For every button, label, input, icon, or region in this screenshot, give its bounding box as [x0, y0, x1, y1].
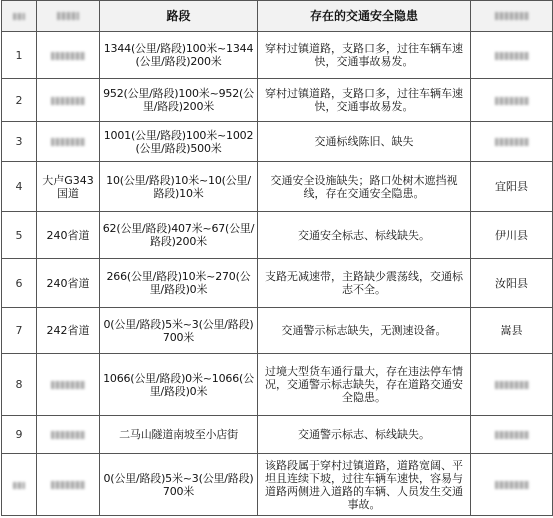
header-road-segment: 路段	[100, 1, 258, 32]
redacted-text	[495, 12, 529, 20]
row-issue: 交通安全设施缺失；路口处树木遮挡视线，存在交通安全隐患。	[258, 162, 471, 212]
row-road: 242省道	[37, 308, 100, 354]
header-row	[2, 1, 553, 32]
table-row	[2, 454, 553, 516]
row-segment: 0(公里/路段)5米~3(公里/路段)700米	[100, 308, 258, 354]
hazard-table	[1, 0, 553, 516]
row-no: 1	[2, 32, 37, 79]
redacted-text	[57, 12, 79, 20]
redacted-text	[51, 138, 85, 146]
row-segment: 952(公里/路段)100米~952(公里/路段)200米	[100, 79, 258, 122]
header-county	[471, 1, 553, 32]
redacted-text	[495, 431, 529, 439]
table-row	[2, 308, 553, 354]
row-segment: 1001(公里/路段)100米~1002(公里/路段)500米	[100, 122, 258, 162]
table-row	[2, 259, 553, 308]
redacted-text	[13, 13, 25, 20]
row-road: 240省道	[37, 212, 100, 259]
redacted-text	[13, 482, 25, 489]
row-county	[471, 416, 553, 454]
row-issue: 交通警示标志、标线缺失。	[258, 416, 471, 454]
header-road	[37, 1, 100, 32]
row-county	[471, 454, 553, 516]
row-issue: 交通安全标志、标线缺失。	[258, 212, 471, 259]
redacted-text	[51, 381, 85, 389]
table-row	[2, 79, 553, 122]
redacted-text	[495, 97, 529, 105]
table-row	[2, 162, 553, 212]
table-row	[2, 416, 553, 454]
row-county	[471, 354, 553, 416]
table-row	[2, 212, 553, 259]
row-no: 8	[2, 354, 37, 416]
row-issue: 穿村过镇道路，支路口多，过往车辆车速快，交通事故易发。	[258, 79, 471, 122]
redacted-text	[495, 481, 529, 489]
redacted-text	[51, 52, 85, 60]
row-no: 2	[2, 79, 37, 122]
row-no: 7	[2, 308, 37, 354]
row-segment: 二马山隧道南坡至小店街	[100, 416, 258, 454]
redacted-text	[51, 431, 85, 439]
table-row	[2, 354, 553, 416]
header-issue: 存在的交通安全隐患	[258, 1, 471, 32]
row-issue: 过境大型货车通行量大，存在违法停车情况，交通警示标志缺失，存在道路交通安全隐患。	[258, 354, 471, 416]
row-road	[37, 79, 100, 122]
row-road	[37, 354, 100, 416]
redacted-text	[495, 52, 529, 60]
row-no: 5	[2, 212, 37, 259]
row-issue: 穿村过镇道路，支路口多，过往车辆车速快，交通事故易发。	[258, 32, 471, 79]
row-road: 240省道	[37, 259, 100, 308]
row-issue: 该路段属于穿村过镇道路，道路宽阔、平坦且连续下坡，过往车辆车速快，容易与道路两侧进入道路的车辆、人员发生交通事故。	[258, 454, 471, 516]
row-issue: 交通警示标志缺失，无测速设备。	[258, 308, 471, 354]
row-county: 伊川县	[471, 212, 553, 259]
row-no: 3	[2, 122, 37, 162]
row-road	[37, 416, 100, 454]
redacted-text	[495, 381, 529, 389]
row-county	[471, 32, 553, 79]
row-segment: 1344(公里/路段)100米~1344(公里/路段)200米	[100, 32, 258, 79]
row-no: 6	[2, 259, 37, 308]
row-county	[471, 122, 553, 162]
header-no	[2, 1, 37, 32]
row-no: 4	[2, 162, 37, 212]
row-issue: 交通标线陈旧、缺失	[258, 122, 471, 162]
row-road: 大卢G343国道	[37, 162, 100, 212]
row-segment: 0(公里/路段)5米~3(公里/路段)700米	[100, 454, 258, 516]
row-no	[2, 454, 37, 516]
row-segment: 266(公里/路段)10米~270(公里/路段)0米	[100, 259, 258, 308]
row-no: 9	[2, 416, 37, 454]
redacted-text	[495, 138, 529, 146]
table-row	[2, 122, 553, 162]
row-segment: 10(公里/路段)10米~10(公里/路段)10米	[100, 162, 258, 212]
row-road	[37, 32, 100, 79]
redacted-text	[51, 97, 85, 105]
row-road	[37, 122, 100, 162]
table-row	[2, 32, 553, 79]
row-county: 宜阳县	[471, 162, 553, 212]
redacted-text	[51, 481, 85, 489]
row-road	[37, 454, 100, 516]
row-county	[471, 79, 553, 122]
row-segment: 1066(公里/路段)0米~1066(公里/路段)0米	[100, 354, 258, 416]
row-segment: 62(公里/路段)407米~67(公里/路段)200米	[100, 212, 258, 259]
row-county: 嵩县	[471, 308, 553, 354]
row-county: 汝阳县	[471, 259, 553, 308]
row-issue: 支路无减速带，主路缺少震荡线，交通标志不全。	[258, 259, 471, 308]
